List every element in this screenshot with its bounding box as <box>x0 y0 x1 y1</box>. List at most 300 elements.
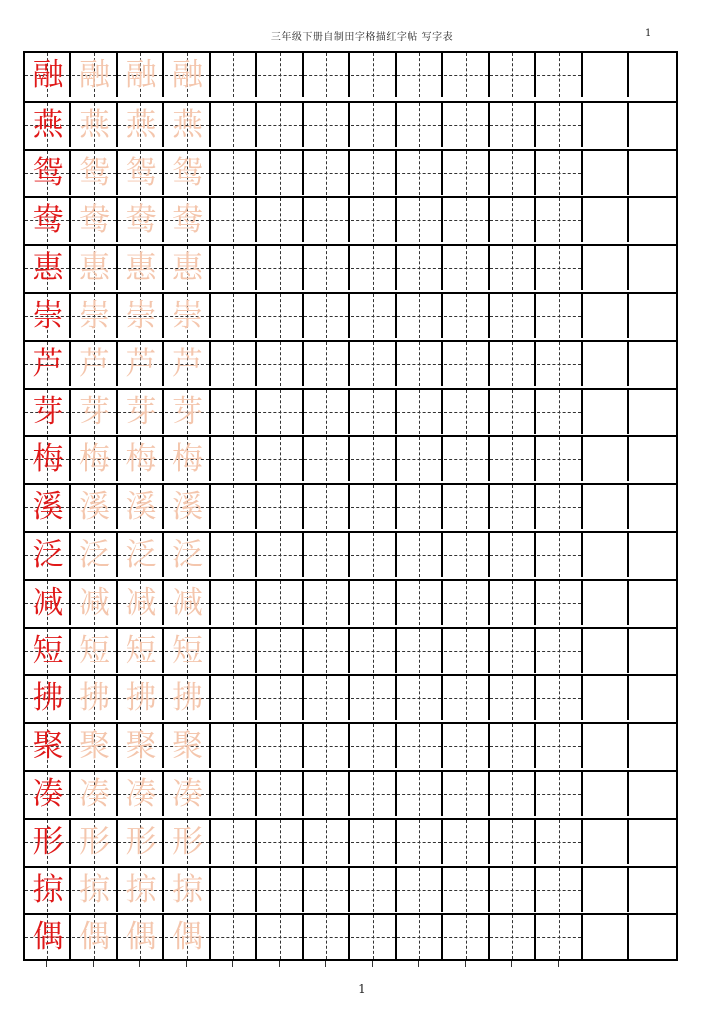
blank-tianzige-cell[interactable] <box>397 390 443 434</box>
blank-tianzige-cell[interactable] <box>258 437 304 481</box>
blank-tianzige-cell[interactable] <box>351 581 397 625</box>
blank-tianzige-cell[interactable] <box>444 198 490 242</box>
plain-writing-box[interactable] <box>630 533 676 577</box>
plain-writing-box[interactable] <box>583 868 629 912</box>
blank-tianzige-cell[interactable] <box>351 198 397 242</box>
blank-tianzige-cell[interactable] <box>537 103 583 147</box>
blank-tianzige-cell[interactable] <box>444 676 490 720</box>
blank-tianzige-cell[interactable] <box>258 581 304 625</box>
trace-cell <box>165 772 211 816</box>
trace-cell <box>165 629 211 673</box>
model-cell <box>25 246 71 290</box>
blank-tianzige-cell[interactable] <box>351 246 397 290</box>
trace-cell <box>72 581 118 625</box>
blank-tianzige-cell[interactable] <box>397 294 443 338</box>
blank-tianzige-cell[interactable] <box>490 581 536 625</box>
blank-tianzige-cell[interactable] <box>397 198 443 242</box>
plain-writing-box[interactable] <box>583 581 629 625</box>
model-character: 偶 <box>32 919 64 956</box>
trace-cell <box>72 915 118 959</box>
tick-mark <box>465 961 466 967</box>
blank-tianzige-cell[interactable] <box>397 246 443 290</box>
trace-cell <box>72 629 118 673</box>
trace-character: 偶 <box>125 919 157 956</box>
trace-cell <box>118 53 164 97</box>
blank-tianzige-cell[interactable] <box>351 437 397 481</box>
trace-character: 凑 <box>79 776 110 812</box>
blank-tianzige-cell[interactable] <box>537 629 583 673</box>
blank-tianzige-cell[interactable] <box>304 581 350 625</box>
trace-character: 鸯 <box>172 202 203 239</box>
blank-tianzige-cell[interactable] <box>537 294 583 338</box>
practice-row <box>25 388 676 434</box>
blank-tianzige-cell[interactable] <box>490 390 536 434</box>
footer-page-number: 1 <box>358 982 366 996</box>
plain-writing-box[interactable] <box>583 151 629 195</box>
blank-tianzige-cell[interactable] <box>258 676 304 720</box>
blank-tianzige-cell[interactable] <box>537 915 583 959</box>
blank-tianzige-cell[interactable] <box>490 151 536 195</box>
plain-writing-box[interactable] <box>583 53 629 97</box>
plain-writing-box[interactable] <box>583 724 629 768</box>
trace-character: 减 <box>125 584 157 621</box>
blank-tianzige-cell[interactable] <box>211 294 257 338</box>
trace-character: 崇 <box>125 298 157 334</box>
blank-tianzige-cell[interactable] <box>351 53 397 97</box>
blank-tianzige-cell[interactable] <box>211 724 257 768</box>
plain-writing-box[interactable] <box>583 390 629 434</box>
blank-tianzige-cell[interactable] <box>490 53 536 97</box>
blank-tianzige-cell[interactable] <box>490 198 536 242</box>
trace-cell <box>165 581 211 625</box>
blank-tianzige-cell[interactable] <box>258 198 304 242</box>
trace-cell <box>72 103 118 147</box>
blank-tianzige-cell[interactable] <box>211 581 257 625</box>
blank-tianzige-cell[interactable] <box>304 151 350 195</box>
trace-cell <box>72 868 118 912</box>
blank-tianzige-cell[interactable] <box>490 868 536 912</box>
trace-character: 燕 <box>172 106 203 143</box>
blank-tianzige-cell[interactable] <box>258 868 304 912</box>
blank-tianzige-cell[interactable] <box>397 581 443 625</box>
tick-mark <box>325 961 326 967</box>
blank-tianzige-cell[interactable] <box>397 437 443 481</box>
blank-tianzige-cell[interactable] <box>258 246 304 290</box>
blank-tianzige-cell[interactable] <box>537 868 583 912</box>
trace-character: 融 <box>172 57 203 93</box>
plain-writing-box[interactable] <box>583 820 629 864</box>
blank-tianzige-cell[interactable] <box>397 772 443 816</box>
plain-writing-box[interactable] <box>630 629 676 673</box>
blank-tianzige-cell[interactable] <box>490 103 536 147</box>
model-cell <box>25 772 71 816</box>
trace-cell <box>165 485 211 529</box>
blank-tianzige-cell[interactable] <box>304 724 350 768</box>
plain-writing-box[interactable] <box>583 485 629 529</box>
tick-mark <box>372 961 373 967</box>
blank-tianzige-cell[interactable] <box>490 676 536 720</box>
blank-tianzige-cell[interactable] <box>537 581 583 625</box>
trace-character: 短 <box>125 632 157 669</box>
blank-tianzige-cell[interactable] <box>444 533 490 577</box>
blank-tianzige-cell[interactable] <box>444 342 490 386</box>
blank-tianzige-cell[interactable] <box>444 820 490 864</box>
trace-cell <box>118 676 164 720</box>
blank-tianzige-cell[interactable] <box>490 724 536 768</box>
blank-tianzige-cell[interactable] <box>304 915 350 959</box>
trace-cell <box>165 294 211 338</box>
plain-writing-box[interactable] <box>583 246 629 290</box>
blank-tianzige-cell[interactable] <box>490 294 536 338</box>
trace-character: 偶 <box>79 919 110 956</box>
trace-character: 聚 <box>79 728 110 765</box>
blank-tianzige-cell[interactable] <box>258 390 304 434</box>
blank-tianzige-cell[interactable] <box>211 868 257 912</box>
plain-writing-box[interactable] <box>630 390 676 434</box>
plain-writing-box[interactable] <box>630 820 676 864</box>
blank-tianzige-cell[interactable] <box>397 676 443 720</box>
model-character: 聚 <box>32 728 64 765</box>
plain-writing-box[interactable] <box>583 342 629 386</box>
blank-tianzige-cell[interactable] <box>211 103 257 147</box>
plain-writing-box[interactable] <box>630 868 676 912</box>
practice-row <box>25 866 676 912</box>
blank-tianzige-cell[interactable] <box>304 820 350 864</box>
plain-writing-box[interactable] <box>630 198 676 242</box>
blank-tianzige-cell[interactable] <box>537 198 583 242</box>
blank-tianzige-cell[interactable] <box>444 246 490 290</box>
blank-tianzige-cell[interactable] <box>258 724 304 768</box>
trace-character: 芦 <box>79 345 110 382</box>
plain-writing-box[interactable] <box>583 915 629 959</box>
blank-tianzige-cell[interactable] <box>490 915 536 959</box>
plain-writing-box[interactable] <box>630 342 676 386</box>
practice-row <box>25 340 676 386</box>
blank-tianzige-cell[interactable] <box>258 533 304 577</box>
blank-tianzige-cell[interactable] <box>351 772 397 816</box>
plain-writing-box[interactable] <box>630 294 676 338</box>
blank-tianzige-cell[interactable] <box>258 915 304 959</box>
blank-tianzige-cell[interactable] <box>211 676 257 720</box>
blank-tianzige-cell[interactable] <box>537 342 583 386</box>
plain-writing-box[interactable] <box>583 533 629 577</box>
blank-tianzige-cell[interactable] <box>211 629 257 673</box>
plain-writing-box[interactable] <box>630 53 676 97</box>
blank-tianzige-cell[interactable] <box>444 724 490 768</box>
blank-tianzige-cell[interactable] <box>490 629 536 673</box>
blank-tianzige-cell[interactable] <box>304 437 350 481</box>
trace-cell <box>165 53 211 97</box>
blank-tianzige-cell[interactable] <box>304 676 350 720</box>
trace-character: 芦 <box>125 345 157 382</box>
blank-tianzige-cell[interactable] <box>397 151 443 195</box>
blank-tianzige-cell[interactable] <box>444 53 490 97</box>
blank-tianzige-cell[interactable] <box>211 437 257 481</box>
model-cell <box>25 915 71 959</box>
blank-tianzige-cell[interactable] <box>537 533 583 577</box>
blank-tianzige-cell[interactable] <box>304 198 350 242</box>
trace-character: 崇 <box>172 298 203 334</box>
trace-character: 聚 <box>125 728 157 765</box>
blank-tianzige-cell[interactable] <box>490 533 536 577</box>
blank-tianzige-cell[interactable] <box>304 533 350 577</box>
model-character: 惠 <box>32 250 64 287</box>
blank-tianzige-cell[interactable] <box>211 390 257 434</box>
blank-tianzige-cell[interactable] <box>444 485 490 529</box>
blank-tianzige-cell[interactable] <box>444 581 490 625</box>
trace-cell <box>165 246 211 290</box>
blank-tianzige-cell[interactable] <box>537 820 583 864</box>
trace-character: 芦 <box>172 345 203 382</box>
blank-tianzige-cell[interactable] <box>444 915 490 959</box>
plain-writing-box[interactable] <box>583 676 629 720</box>
blank-tianzige-cell[interactable] <box>490 246 536 290</box>
blank-tianzige-cell[interactable] <box>397 915 443 959</box>
plain-writing-box[interactable] <box>630 103 676 147</box>
blank-tianzige-cell[interactable] <box>211 151 257 195</box>
trace-cell <box>118 151 164 195</box>
trace-character: 梅 <box>172 441 203 478</box>
blank-tianzige-cell[interactable] <box>258 151 304 195</box>
trace-character: 泛 <box>125 537 157 573</box>
blank-tianzige-cell[interactable] <box>444 390 490 434</box>
model-cell <box>25 868 71 912</box>
blank-tianzige-cell[interactable] <box>490 342 536 386</box>
blank-tianzige-cell[interactable] <box>304 294 350 338</box>
blank-tianzige-cell[interactable] <box>351 676 397 720</box>
trace-cell <box>165 151 211 195</box>
trace-character: 掠 <box>125 871 157 908</box>
blank-tianzige-cell[interactable] <box>397 342 443 386</box>
blank-tianzige-cell[interactable] <box>397 533 443 577</box>
trace-character: 芽 <box>172 393 203 430</box>
trace-cell <box>72 676 118 720</box>
trace-cell <box>72 390 118 434</box>
blank-tianzige-cell[interactable] <box>351 103 397 147</box>
trace-cell <box>165 342 211 386</box>
blank-tianzige-cell[interactable] <box>351 724 397 768</box>
plain-writing-box[interactable] <box>630 772 676 816</box>
model-cell <box>25 485 71 529</box>
trace-character: 溪 <box>125 489 157 526</box>
model-character: 短 <box>32 632 64 669</box>
trace-cell <box>165 198 211 242</box>
plain-writing-box[interactable] <box>583 198 629 242</box>
blank-tianzige-cell[interactable] <box>211 485 257 529</box>
blank-tianzige-cell[interactable] <box>444 294 490 338</box>
blank-tianzige-cell[interactable] <box>490 820 536 864</box>
blank-tianzige-cell[interactable] <box>444 868 490 912</box>
model-character: 梅 <box>32 441 64 478</box>
tick-mark <box>46 961 47 967</box>
plain-writing-box[interactable] <box>630 676 676 720</box>
blank-tianzige-cell[interactable] <box>211 342 257 386</box>
blank-tianzige-cell[interactable] <box>397 53 443 97</box>
blank-tianzige-cell[interactable] <box>351 820 397 864</box>
blank-tianzige-cell[interactable] <box>444 772 490 816</box>
model-character: 鸯 <box>32 202 64 239</box>
trace-character: 惠 <box>125 250 157 287</box>
blank-tianzige-cell[interactable] <box>537 246 583 290</box>
blank-tianzige-cell[interactable] <box>351 629 397 673</box>
blank-tianzige-cell[interactable] <box>397 629 443 673</box>
blank-tianzige-cell[interactable] <box>537 772 583 816</box>
trace-cell <box>118 198 164 242</box>
blank-tianzige-cell[interactable] <box>351 915 397 959</box>
trace-cell <box>118 342 164 386</box>
trace-character: 聚 <box>172 728 203 765</box>
blank-tianzige-cell[interactable] <box>304 485 350 529</box>
plain-writing-box[interactable] <box>583 629 629 673</box>
model-character: 形 <box>32 823 64 860</box>
trace-cell <box>72 437 118 481</box>
trace-character: 芽 <box>125 393 157 430</box>
plain-writing-box[interactable] <box>630 437 676 481</box>
blank-tianzige-cell[interactable] <box>537 53 583 97</box>
page-title: 三年级下册自制田字格描红字帖 写字表 <box>270 32 454 43</box>
blank-tianzige-cell[interactable] <box>258 294 304 338</box>
blank-tianzige-cell[interactable] <box>304 629 350 673</box>
practice-row <box>25 483 676 529</box>
blank-tianzige-cell[interactable] <box>490 485 536 529</box>
blank-tianzige-cell[interactable] <box>537 437 583 481</box>
blank-tianzige-cell[interactable] <box>537 724 583 768</box>
blank-tianzige-cell[interactable] <box>490 772 536 816</box>
blank-tianzige-cell[interactable] <box>211 533 257 577</box>
blank-tianzige-cell[interactable] <box>211 772 257 816</box>
blank-tianzige-cell[interactable] <box>304 53 350 97</box>
trace-cell <box>118 437 164 481</box>
plain-writing-box[interactable] <box>630 581 676 625</box>
practice-row <box>25 292 676 338</box>
plain-writing-box[interactable] <box>630 724 676 768</box>
practice-row <box>25 579 676 625</box>
trace-character: 鸳 <box>172 154 203 191</box>
blank-tianzige-cell[interactable] <box>304 342 350 386</box>
model-character: 拂 <box>32 680 64 717</box>
trace-character: 拂 <box>79 680 110 717</box>
plain-writing-box[interactable] <box>630 485 676 529</box>
blank-tianzige-cell[interactable] <box>211 53 257 97</box>
trace-character: 拂 <box>172 680 203 717</box>
model-cell <box>25 103 71 147</box>
trace-cell <box>118 294 164 338</box>
blank-tianzige-cell[interactable] <box>397 724 443 768</box>
model-character: 燕 <box>32 106 64 143</box>
blank-tianzige-cell[interactable] <box>397 868 443 912</box>
trace-character: 拂 <box>125 680 157 717</box>
blank-tianzige-cell[interactable] <box>537 485 583 529</box>
blank-tianzige-cell[interactable] <box>490 437 536 481</box>
model-cell <box>25 581 71 625</box>
blank-tianzige-cell[interactable] <box>258 53 304 97</box>
blank-tianzige-cell[interactable] <box>537 676 583 720</box>
trace-character: 短 <box>172 632 203 669</box>
model-cell <box>25 53 71 97</box>
blank-tianzige-cell[interactable] <box>211 820 257 864</box>
trace-character: 芽 <box>79 393 110 430</box>
model-cell <box>25 437 71 481</box>
plain-writing-box[interactable] <box>630 151 676 195</box>
trace-cell <box>72 485 118 529</box>
trace-cell <box>118 724 164 768</box>
trace-character: 燕 <box>79 106 110 143</box>
trace-cell <box>72 246 118 290</box>
blank-tianzige-cell[interactable] <box>444 629 490 673</box>
blank-tianzige-cell[interactable] <box>351 151 397 195</box>
blank-tianzige-cell[interactable] <box>304 246 350 290</box>
blank-tianzige-cell[interactable] <box>304 103 350 147</box>
trace-cell <box>72 820 118 864</box>
blank-tianzige-cell[interactable] <box>444 103 490 147</box>
tick-mark <box>232 961 233 967</box>
blank-tianzige-cell[interactable] <box>537 151 583 195</box>
blank-tianzige-cell[interactable] <box>258 103 304 147</box>
trace-cell <box>165 724 211 768</box>
trace-cell <box>118 772 164 816</box>
blank-tianzige-cell[interactable] <box>304 772 350 816</box>
model-character: 掠 <box>32 871 64 908</box>
blank-tianzige-cell[interactable] <box>351 868 397 912</box>
model-cell <box>25 820 71 864</box>
blank-tianzige-cell[interactable] <box>397 485 443 529</box>
trace-character: 泛 <box>172 537 203 573</box>
blank-tianzige-cell[interactable] <box>351 294 397 338</box>
trace-character: 融 <box>79 57 110 93</box>
blank-tianzige-cell[interactable] <box>351 485 397 529</box>
model-cell <box>25 629 71 673</box>
blank-tianzige-cell[interactable] <box>444 437 490 481</box>
blank-tianzige-cell[interactable] <box>537 390 583 434</box>
blank-tianzige-cell[interactable] <box>351 533 397 577</box>
blank-tianzige-cell[interactable] <box>211 915 257 959</box>
plain-writing-box[interactable] <box>583 103 629 147</box>
blank-tianzige-cell[interactable] <box>211 246 257 290</box>
trace-cell <box>72 151 118 195</box>
blank-tianzige-cell[interactable] <box>211 198 257 242</box>
blank-tianzige-cell[interactable] <box>397 103 443 147</box>
model-character: 鸳 <box>32 154 64 191</box>
trace-cell <box>118 103 164 147</box>
blank-tianzige-cell[interactable] <box>397 820 443 864</box>
trace-cell <box>165 915 211 959</box>
plain-writing-box[interactable] <box>630 915 676 959</box>
model-cell <box>25 294 71 338</box>
blank-tianzige-cell[interactable] <box>258 820 304 864</box>
plain-writing-box[interactable] <box>583 294 629 338</box>
blank-tianzige-cell[interactable] <box>351 342 397 386</box>
model-character: 芦 <box>32 345 64 382</box>
plain-writing-box[interactable] <box>630 246 676 290</box>
tick-mark <box>186 961 187 967</box>
blank-tianzige-cell[interactable] <box>258 629 304 673</box>
blank-tianzige-cell[interactable] <box>304 390 350 434</box>
trace-character: 溪 <box>79 489 110 526</box>
blank-tianzige-cell[interactable] <box>258 772 304 816</box>
blank-tianzige-cell[interactable] <box>258 342 304 386</box>
blank-tianzige-cell[interactable] <box>304 868 350 912</box>
blank-tianzige-cell[interactable] <box>258 485 304 529</box>
blank-tianzige-cell[interactable] <box>351 390 397 434</box>
tick-mark <box>418 961 419 967</box>
trace-cell <box>165 868 211 912</box>
model-cell <box>25 198 71 242</box>
model-character: 减 <box>32 584 64 621</box>
plain-writing-box[interactable] <box>583 772 629 816</box>
blank-tianzige-cell[interactable] <box>444 151 490 195</box>
trace-character: 溪 <box>172 489 203 526</box>
plain-writing-box[interactable] <box>583 437 629 481</box>
